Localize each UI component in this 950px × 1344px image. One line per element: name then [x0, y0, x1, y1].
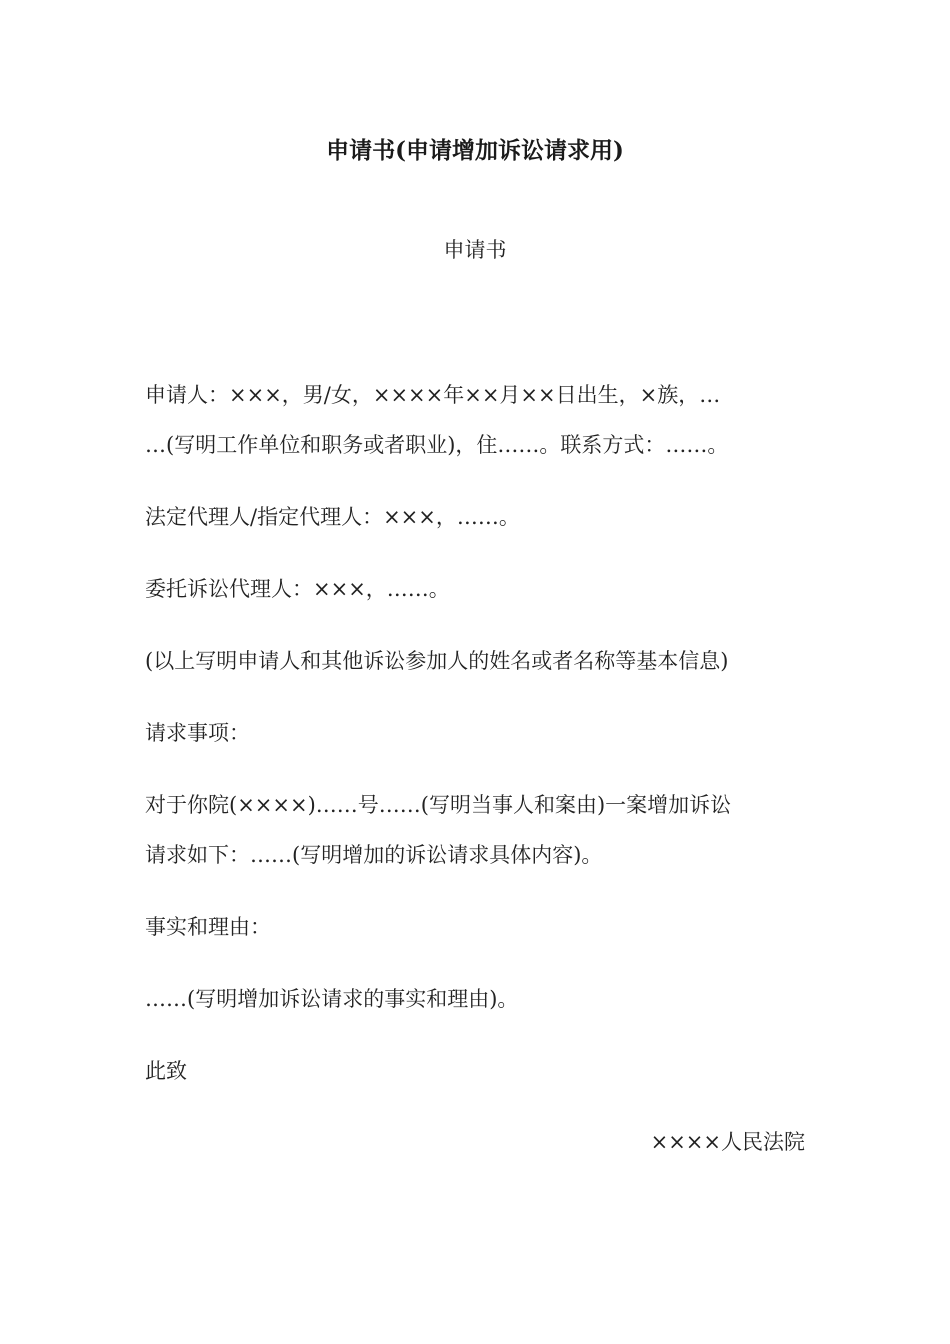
facts-body: ……(写明增加诉讼请求的事实和理由)。 [145, 987, 519, 1011]
entrusted-agent-line: 委托诉讼代理人：×××，……。 [145, 577, 450, 601]
applicant-line-1: 申请人：×××，男/女，××××年××月××日出生，×族，… [145, 383, 721, 407]
closing-salutation: 此致 [145, 1059, 187, 1083]
document-subtitle: 申请书 [443, 238, 507, 262]
request-line-2: 请求如下：……(写明增加的诉讼请求具体内容)。 [145, 843, 603, 867]
request-body [145, 780, 810, 880]
request-line-1: 对于你院(××××)……号……(写明当事人和案由)一案增加诉讼 [145, 793, 732, 817]
request-heading: 请求事项： [145, 721, 250, 745]
court-name: ××××人民法院 [650, 1130, 805, 1154]
applicant-info [145, 370, 810, 470]
legal-agent-line: 法定代理人/指定代理人：×××，……。 [145, 505, 520, 529]
document-title: 申请书(申请增加诉讼请求用) [326, 137, 624, 164]
parties-note: (以上写明申请人和其他诉讼参加人的姓名或者名称等基本信息) [145, 649, 729, 673]
facts-heading: 事实和理由： [145, 915, 271, 939]
applicant-line-2: …(写明工作单位和职务或者职业)，住……。联系方式：……。 [145, 433, 729, 457]
